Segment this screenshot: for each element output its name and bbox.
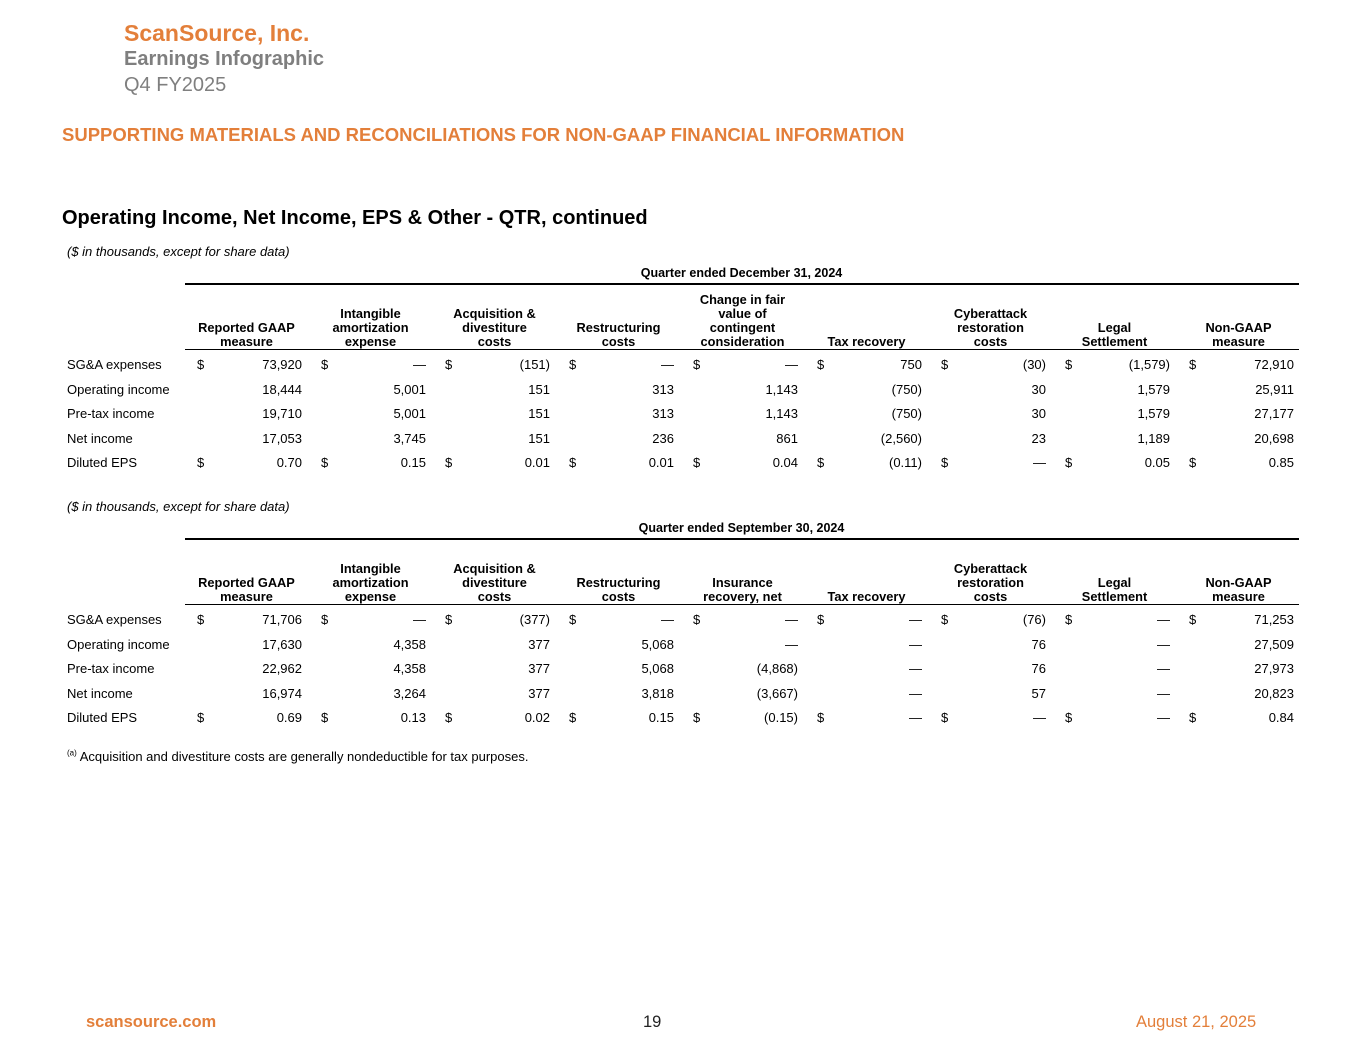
table-cell: 22,962 <box>262 661 302 676</box>
currency-symbol: $ <box>569 455 577 470</box>
table-cell: 750 <box>900 357 922 372</box>
table-cell: 71,253 <box>1254 612 1294 627</box>
table-cell: (151) <box>519 357 550 372</box>
currency-symbol: $ <box>817 455 825 470</box>
table-cell: 3,818 <box>641 685 674 701</box>
table-cell: 5,068 <box>641 661 674 676</box>
currency-symbol: $ <box>1189 455 1197 470</box>
column-header-line: Cyberattack <box>953 561 1028 576</box>
currency-symbol: $ <box>1065 710 1073 725</box>
table-cell: — <box>909 612 922 627</box>
currency-symbol: $ <box>693 357 701 372</box>
column-header-line: Tax recovery <box>827 589 906 604</box>
column-header <box>1177 534 1300 604</box>
column-header-line: Reported GAAP <box>198 320 295 335</box>
table-cell: 19,710 <box>262 406 302 421</box>
table-cell: (0.11) <box>889 455 922 470</box>
column-header <box>805 279 928 349</box>
currency-symbol: $ <box>817 710 825 725</box>
currency-symbol: $ <box>817 612 825 627</box>
currency-symbol: $ <box>941 357 949 372</box>
table-cell: 0.15 <box>400 455 426 470</box>
column-header-line: restoration <box>957 320 1024 335</box>
table-cell: (377) <box>519 612 550 627</box>
column-header-line: Intangible <box>340 561 401 576</box>
table-cell: 71,706 <box>262 612 302 627</box>
column-header-line: Reported GAAP <box>198 575 295 590</box>
table-cell: (30) <box>1022 357 1046 372</box>
currency-symbol: $ <box>1189 357 1197 372</box>
row-label: Diluted EPS <box>67 455 138 470</box>
column-header-line: expense <box>344 334 397 349</box>
table-cell: — <box>1033 710 1046 725</box>
column-header-line: Acquisition & <box>453 306 536 321</box>
table-cell: (0.15) <box>764 710 798 725</box>
column-header-line: costs <box>601 334 636 349</box>
column-header-line: Restructuring <box>576 575 661 590</box>
table-cell: 0.70 <box>276 455 302 470</box>
column-header <box>557 534 680 604</box>
column-header <box>681 279 804 349</box>
row-label: SG&A expenses <box>67 357 162 372</box>
table-cell: 76 <box>1031 636 1046 652</box>
column-header-line: measure <box>220 589 273 604</box>
column-header <box>433 534 556 604</box>
table-cell: (3,667) <box>756 685 798 701</box>
currency-symbol: $ <box>569 710 577 725</box>
column-header-line: Intangible <box>340 306 401 321</box>
column-header-line: Non-GAAP <box>1205 575 1272 590</box>
page-number: 19 <box>643 1013 662 1031</box>
table-cell: — <box>1157 612 1170 627</box>
table-cell: 151 <box>528 406 550 421</box>
column-header <box>433 279 556 349</box>
currency-symbol: $ <box>1189 710 1197 725</box>
table-cell: 0.69 <box>276 710 302 725</box>
table-cell: — <box>909 685 922 701</box>
currency-symbol: $ <box>197 455 205 470</box>
currency-symbol: $ <box>569 357 577 372</box>
column-header-line: costs <box>973 334 1008 349</box>
currency-symbol: $ <box>693 612 701 627</box>
table-cell: — <box>661 357 674 372</box>
currency-symbol: $ <box>197 357 205 372</box>
table-cell: — <box>661 612 674 627</box>
row-label: SG&A expenses <box>67 612 162 627</box>
table-cell: 1,143 <box>765 381 798 397</box>
table-cell: 20,698 <box>1254 430 1294 446</box>
table-cell: 0.01 <box>524 455 550 470</box>
column-header-line: Acquisition & <box>453 561 536 576</box>
currency-symbol: $ <box>321 455 329 470</box>
currency-symbol: $ <box>445 710 453 725</box>
table-cell: 1,189 <box>1137 430 1170 446</box>
table-cell: 30 <box>1031 381 1046 397</box>
header-rule <box>185 349 1299 350</box>
footer-date: August 21, 2025 <box>1136 1013 1257 1031</box>
table-cell: 1,143 <box>765 406 798 421</box>
column-header <box>681 534 804 604</box>
currency-symbol: $ <box>1065 455 1073 470</box>
table-cell: 27,509 <box>1254 636 1294 652</box>
table-cell: 3,745 <box>393 430 426 446</box>
column-header <box>309 534 432 604</box>
table-cell: — <box>1033 455 1046 470</box>
table-cell: 4,358 <box>393 661 426 676</box>
table-cell: 313 <box>652 406 674 421</box>
column-header-line: costs <box>477 334 512 349</box>
column-header-line: divestiture <box>462 575 527 590</box>
row-label: Net income <box>67 685 133 701</box>
quarter-heading: Quarter ended September 30, 2024 <box>638 521 845 535</box>
table-cell: 5,001 <box>393 406 426 421</box>
table-cell: 151 <box>528 430 550 446</box>
table-cell: 27,973 <box>1254 661 1294 676</box>
table-cell: 30 <box>1031 406 1046 421</box>
table-cell: (1,579) <box>1128 357 1170 372</box>
column-header <box>557 279 680 349</box>
table-cell: (2,560) <box>880 430 922 446</box>
currency-symbol: $ <box>1065 357 1073 372</box>
column-header-line: Non-GAAP <box>1205 320 1272 335</box>
row-label: Operating income <box>67 636 170 652</box>
table-cell: — <box>785 612 798 627</box>
table-cell: 17,053 <box>262 430 302 446</box>
row-label: Pre-tax income <box>67 661 155 676</box>
currency-symbol: $ <box>941 710 949 725</box>
page-title: Operating Income, Net Income, EPS & Other - QTR, continued <box>62 207 648 229</box>
column-header <box>805 534 928 604</box>
table-cell: — <box>785 357 798 372</box>
footer-website-link[interactable]: scansource.com <box>86 1013 217 1031</box>
table-cell: 23 <box>1031 430 1046 446</box>
currency-symbol: $ <box>693 455 701 470</box>
currency-symbol: $ <box>197 612 205 627</box>
column-header-line: value of <box>718 306 767 321</box>
footnote-text: Acquisition and divestiture costs are generally nondeductible for tax purposes. <box>79 749 529 764</box>
section-title: SUPPORTING MATERIALS AND RECONCILIATIONS FOR NON-GAAP FINANCIAL INFORMATION <box>62 124 905 145</box>
table-cell: 313 <box>652 381 674 397</box>
fiscal-period: Q4 FY2025 <box>124 74 227 96</box>
table-cell: (4,868) <box>756 661 798 676</box>
table-cell: 5,068 <box>641 636 674 652</box>
table-cell: 0.02 <box>524 710 550 725</box>
table-cell: 0.84 <box>1268 710 1294 725</box>
column-header-line: Settlement <box>1081 334 1148 349</box>
column-header-line: Restructuring <box>576 320 661 335</box>
currency-symbol: $ <box>321 710 329 725</box>
currency-symbol: $ <box>941 455 949 470</box>
currency-symbol: $ <box>569 612 577 627</box>
column-header <box>1053 279 1176 349</box>
footnote <box>67 749 528 764</box>
column-header-line: amortization <box>332 575 409 590</box>
table-cell: 1,579 <box>1137 381 1170 397</box>
currency-symbol: $ <box>445 455 453 470</box>
column-header-line: Insurance <box>712 575 773 590</box>
column-header-line: Change in fair <box>699 292 786 307</box>
table-cell: 17,630 <box>262 636 302 652</box>
table-note: ($ in thousands, except for share data) <box>67 244 290 259</box>
table-cell: (750) <box>891 381 922 397</box>
column-header-line: costs <box>601 589 636 604</box>
currency-symbol: $ <box>817 357 825 372</box>
column-header-line: measure <box>1212 334 1265 349</box>
column-header-line: costs <box>477 589 512 604</box>
table-cell: 151 <box>528 381 550 397</box>
currency-symbol: $ <box>445 612 453 627</box>
column-header-line: costs <box>973 589 1008 604</box>
column-header-line: measure <box>1212 589 1265 604</box>
column-header-line: recovery, net <box>703 589 782 604</box>
column-header-line: Legal <box>1097 575 1132 590</box>
table-cell: 236 <box>652 430 674 446</box>
currency-symbol: $ <box>693 710 701 725</box>
table-cell: 20,823 <box>1254 685 1294 701</box>
table-cell: — <box>413 612 426 627</box>
table-cell: — <box>785 636 798 652</box>
table-note: ($ in thousands, except for share data) <box>67 499 290 514</box>
table-cell: — <box>909 710 922 725</box>
table-cell: 0.13 <box>400 710 426 725</box>
currency-symbol: $ <box>321 612 329 627</box>
column-header <box>185 534 308 604</box>
table-cell: — <box>1157 685 1170 701</box>
column-header-line: contingent <box>709 320 776 335</box>
column-header <box>929 534 1052 604</box>
table-cell: 16,974 <box>262 685 302 701</box>
table-cell: — <box>909 636 922 652</box>
column-header <box>1053 534 1176 604</box>
column-header <box>1177 279 1300 349</box>
doc-subtitle: Earnings Infographic <box>124 48 325 70</box>
row-label: Operating income <box>67 381 170 397</box>
column-header-line: restoration <box>957 575 1024 590</box>
header-rule <box>185 604 1299 605</box>
column-header-line: amortization <box>332 320 409 335</box>
currency-symbol: $ <box>1189 612 1197 627</box>
table-cell: 0.05 <box>1144 455 1170 470</box>
table-cell: 18,444 <box>262 381 302 397</box>
table-cell: 27,177 <box>1254 406 1294 421</box>
table-cell: 377 <box>528 636 550 652</box>
column-header-line: Settlement <box>1081 589 1148 604</box>
table-cell: — <box>1157 710 1170 725</box>
table-cell: 861 <box>776 430 798 446</box>
column-header-line: Cyberattack <box>953 306 1028 321</box>
table-cell: (76) <box>1022 612 1046 627</box>
table-cell: 0.15 <box>648 710 674 725</box>
table-cell: 73,920 <box>262 357 302 372</box>
column-header-line: consideration <box>700 334 785 349</box>
table-cell: 1,579 <box>1137 406 1170 421</box>
footnote-marker: (a) <box>67 748 77 758</box>
table-cell: 4,358 <box>393 636 426 652</box>
table-cell: 0.01 <box>648 455 674 470</box>
currency-symbol: $ <box>941 612 949 627</box>
table-cell: — <box>1157 661 1170 676</box>
row-label: Pre-tax income <box>67 406 155 421</box>
column-header-line: measure <box>220 334 273 349</box>
table-cell: 377 <box>528 685 550 701</box>
table-cell: 57 <box>1031 685 1046 701</box>
row-label: Diluted EPS <box>67 710 138 725</box>
column-header-line: Tax recovery <box>827 334 906 349</box>
table-cell: — <box>1157 636 1170 652</box>
company-name: ScanSource, Inc. <box>124 20 310 46</box>
currency-symbol: $ <box>321 357 329 372</box>
column-header-line: Legal <box>1097 320 1132 335</box>
table-cell: — <box>909 661 922 676</box>
currency-symbol: $ <box>1065 612 1073 627</box>
row-label: Net income <box>67 430 133 446</box>
column-header <box>929 279 1052 349</box>
column-header-line: divestiture <box>462 320 527 335</box>
table-cell: (750) <box>891 406 922 421</box>
table-cell: 72,910 <box>1254 357 1294 372</box>
table-cell: 0.04 <box>772 455 798 470</box>
table-cell: 5,001 <box>393 381 426 397</box>
table-cell: — <box>413 357 426 372</box>
quarter-heading: Quarter ended December 31, 2024 <box>640 266 843 280</box>
column-header <box>185 279 308 349</box>
table-cell: 76 <box>1031 661 1046 676</box>
table-cell: 3,264 <box>393 685 426 701</box>
table-cell: 377 <box>528 661 550 676</box>
currency-symbol: $ <box>197 710 205 725</box>
currency-symbol: $ <box>445 357 453 372</box>
table-cell: 25,911 <box>1255 381 1294 397</box>
column-header <box>309 279 432 349</box>
column-header-line: expense <box>344 589 397 604</box>
table-cell: 0.85 <box>1268 455 1294 470</box>
